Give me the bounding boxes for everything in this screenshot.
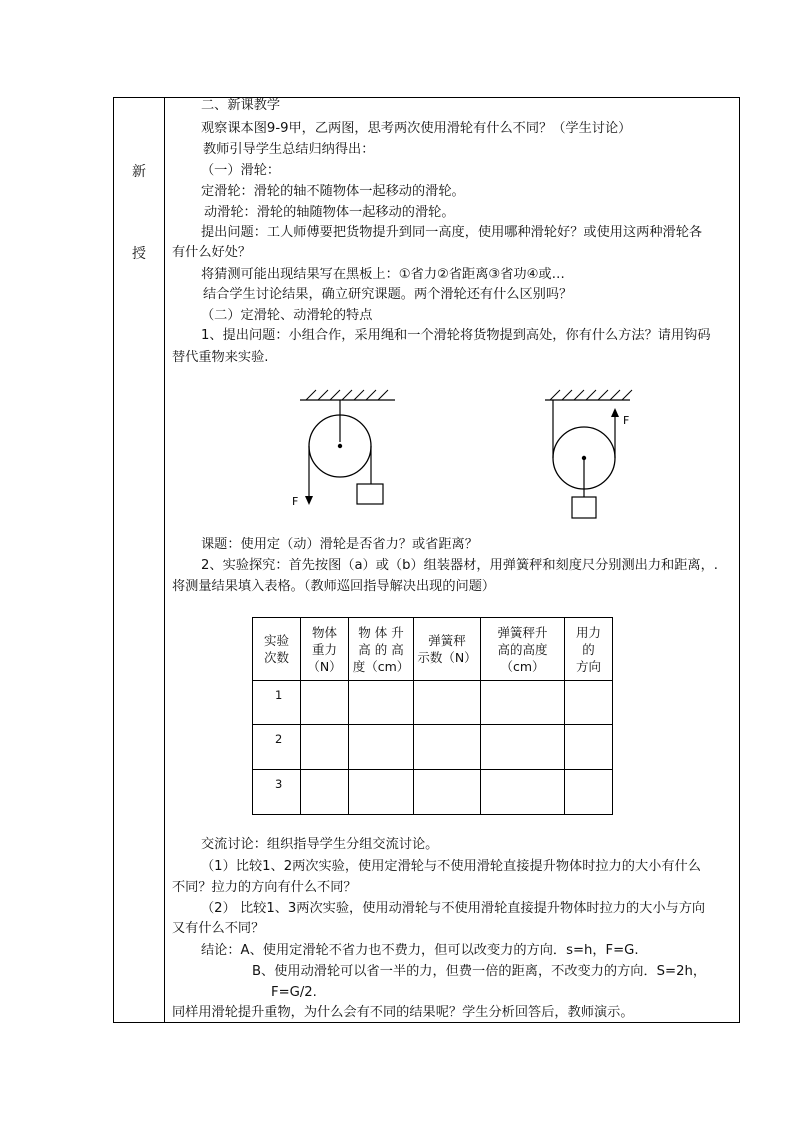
conclusion-b-formula: F=G/2. — [271, 985, 317, 1000]
side-label-xin: 新 — [132, 164, 146, 180]
weight-block-left — [357, 484, 383, 504]
table-row — [253, 725, 613, 770]
table-row — [253, 770, 613, 815]
table-header-row — [253, 618, 613, 681]
text-line: 结合学生讨论结果，确立研究课题。两个滑轮还有什么区别吗？ — [203, 287, 573, 302]
text-line: 定滑轮：滑轮的轴不随物体一起移动的滑轮。 — [201, 184, 465, 199]
conclusion-b: B、使用动滑轮可以省一半的力，但费一倍的距离，不改变力的方向．S=2h， — [252, 964, 707, 979]
text-line: 观察课本图9-9甲，乙两图，思考两次使用滑轮有什么不同？（学生讨论） — [201, 121, 632, 136]
text-line: 教师引导学生总结归纳得出： — [203, 142, 375, 157]
text-line: 替代重物来实验. — [172, 350, 269, 365]
column-divider — [164, 98, 165, 1022]
force-label-right: F — [623, 414, 630, 427]
header-trial-number: 实验 次数 — [253, 618, 301, 681]
trial-number-cell: 3 — [253, 770, 301, 815]
header-scale-rise: 弹簧秤升 高的高度 （cm） — [481, 618, 565, 681]
trial-number-cell: 2 — [253, 725, 301, 770]
text-line: 将测量结果填入表格。（教师巡回指导解决出现的问题） — [172, 579, 496, 594]
side-label-shou: 授 — [132, 246, 146, 262]
text-line: 2、实验探究：首先按图（a）或（b）组装器材，用弹簧秤和刻度尺分别测出力和距离，. — [201, 558, 718, 573]
text-line: 提出问题：工人师傅要把货物提升到同一高度，使用哪种滑轮好？或使用这两种滑轮各 — [201, 225, 703, 240]
text-line: 课题：使用定（动）滑轮是否省力？或省距离？ — [201, 537, 478, 552]
text-line: 同样用滑轮提升重物，为什么会有不同的结果呢？学生分析回答后，教师演示。 — [172, 1005, 634, 1020]
pulley-diagram — [290, 388, 650, 523]
header-scale-reading: 弹簧秤 示数（N） — [414, 618, 481, 681]
trial-number-cell: 1 — [253, 681, 301, 725]
text-line: 动滑轮：滑轮的轴随物体一起移动的滑轮。 — [204, 205, 455, 220]
text-line: 又有什么不同？ — [172, 921, 265, 936]
conclusion-a: 结论：A、使用定滑轮不省力也不费力，但可以改变力的方向．s=h，F=G. — [201, 943, 639, 958]
text-line: 不同？拉力的方向有什么不同？ — [172, 880, 357, 895]
fixed-pulley-figure — [292, 390, 395, 508]
text-line: （1）比较1、2两次实验，使用定滑轮与不使用滑轮直接提升物体时拉力的大小有什么 — [201, 859, 701, 874]
header-object-weight: 物体 重力 （N） — [301, 618, 349, 681]
subsection-heading: （一）滑轮： — [201, 163, 281, 178]
measurement-table — [252, 617, 613, 815]
table-row — [253, 681, 613, 725]
subsection-heading: （二）定滑轮、动滑轮的特点 — [201, 308, 373, 323]
text-line: 交流讨论：组织指导学生分组交流讨论。 — [201, 837, 439, 852]
header-force-direction: 用力 的 方向 — [565, 618, 613, 681]
force-label-left: F — [292, 495, 299, 508]
weight-block-right — [572, 497, 596, 518]
text-line: 1、提出问题：小组合作，采用绳和一个滑轮将货物提到高处，你有什么方法？请用钩码 — [201, 328, 711, 343]
movable-pulley-figure — [545, 390, 632, 518]
header-object-rise: 物 体 升 高 的 高 度（cm） — [349, 618, 414, 681]
section-heading: 二、新课教学 — [201, 98, 281, 113]
text-line: 有什么好处？ — [172, 245, 252, 260]
text-line: （2） 比较1、3两次实验，使用动滑轮与不使用滑轮直接提升物体时拉力的大小与方向 — [201, 901, 706, 916]
text-line: 将猜测可能出现结果写在黑板上：①省力②省距离③省功④或… — [201, 267, 565, 282]
